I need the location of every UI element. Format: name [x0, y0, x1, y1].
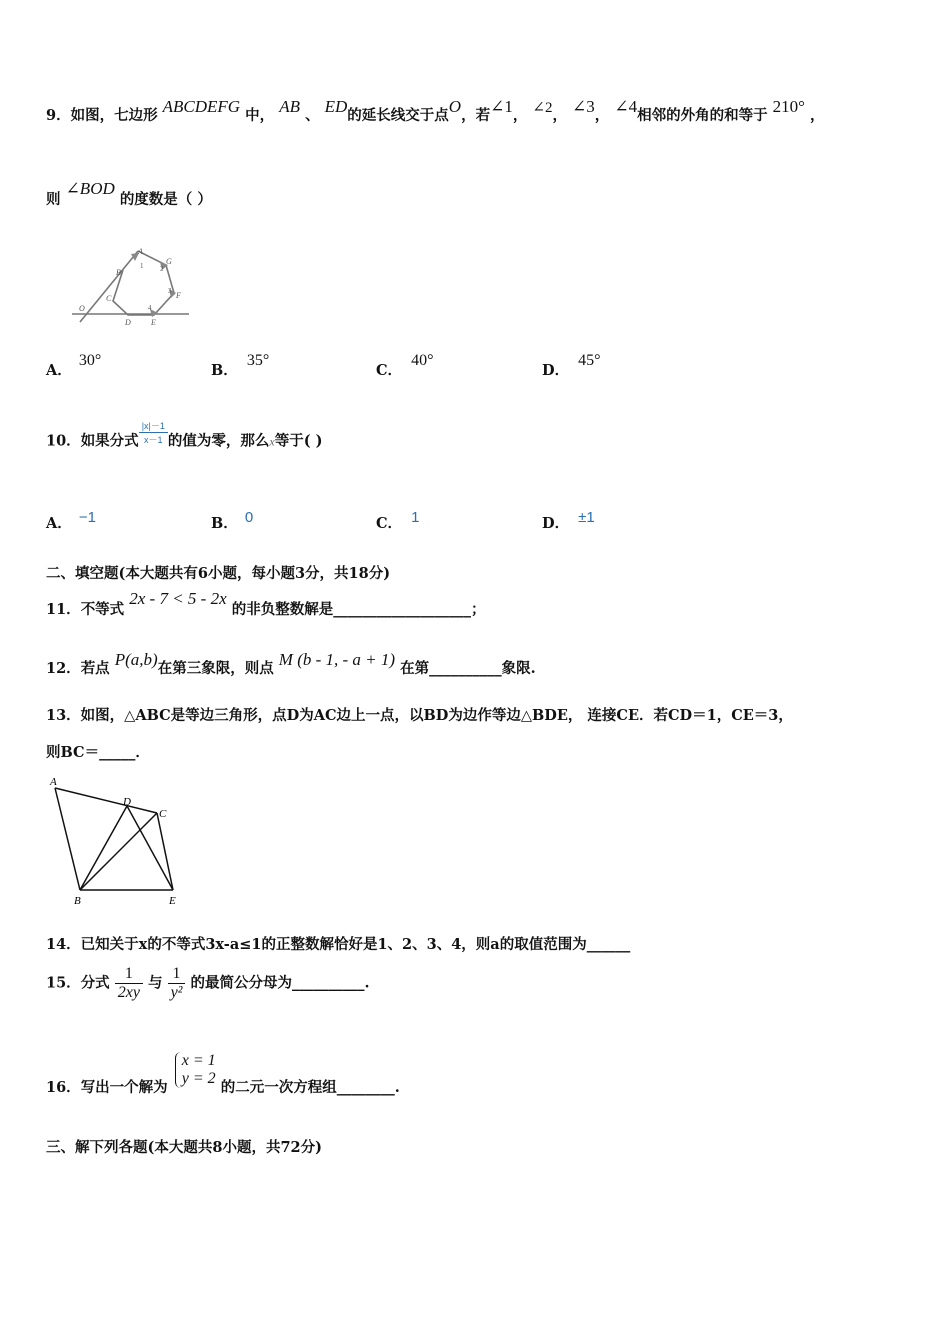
- q9-angle4: ∠4: [614, 97, 638, 116]
- q15-line: [46, 965, 370, 1002]
- fraction-numerator: 1: [115, 965, 143, 984]
- option-letter: A．: [46, 515, 72, 532]
- q13-triangle-figure: [45, 773, 185, 908]
- q9-text: ，: [810, 107, 825, 124]
- section-2-heading: 二、填空题(本大题共有6小题，每小题3分，共18分): [46, 565, 391, 582]
- fraction-numerator: 1: [168, 965, 186, 984]
- option-value: 1: [411, 509, 420, 526]
- fig9-label-4: 4: [148, 304, 152, 312]
- q9-number: 9．: [46, 107, 71, 124]
- q11-text: 不等式: [80, 601, 125, 618]
- q16-equation-system: [175, 1052, 216, 1088]
- q9-option-c[interactable]: [376, 352, 434, 380]
- option-value: 40°: [411, 352, 434, 369]
- q11-text: 的非负整数解是___________________；: [231, 601, 486, 618]
- q9-o: O: [448, 97, 462, 116]
- fig9-label-2: 2: [160, 265, 164, 273]
- option-value: −1: [78, 509, 96, 526]
- q10-fraction: [139, 419, 168, 446]
- q12-text: 在第__________象限.: [400, 660, 536, 677]
- q9-text: 相邻的外角的和等于: [637, 107, 768, 124]
- q12-number: 12．: [46, 660, 81, 677]
- fig9-label-f: F: [176, 291, 181, 300]
- q9-line1: [46, 97, 825, 125]
- option-value: 35°: [246, 352, 270, 369]
- q16-text: 写出一个解为: [80, 1079, 168, 1096]
- q9-text: 如图，七边形: [70, 107, 158, 124]
- option-letter: C．: [376, 362, 403, 379]
- fraction-denominator: 2xy: [117, 984, 140, 1001]
- option-value: ±1: [578, 509, 595, 526]
- q9-text: ，: [552, 107, 567, 124]
- q10-text: 的值为零，那么: [167, 432, 270, 450]
- q9-text: ，: [512, 107, 528, 124]
- q12-point-p: P(a,b): [114, 650, 158, 669]
- fraction-numerator: |x|－1: [139, 419, 168, 433]
- q9-text: 则: [46, 191, 61, 208]
- q9-ab: AB: [279, 97, 300, 116]
- fig9-label-o: O: [79, 304, 85, 313]
- q13-line2: 则BC＝_____．: [46, 744, 150, 761]
- q15-fraction-2: [168, 965, 186, 1002]
- q12-text: 在第三象限，则点: [157, 660, 274, 677]
- fig9-label-c: C: [106, 294, 112, 303]
- q9-text: ，: [594, 107, 610, 124]
- q9-text: 的延长线交于点: [347, 107, 449, 124]
- option-letter: C．: [376, 515, 403, 532]
- q15-fraction-1: [115, 965, 143, 1002]
- q9-angle1: ∠1: [490, 97, 513, 116]
- q9-text: ，若: [461, 107, 491, 124]
- q16-line: [46, 1052, 400, 1096]
- equation-line: x = 1: [181, 1052, 216, 1069]
- option-letter: B．: [211, 362, 238, 379]
- fig13-label-d: D: [123, 796, 131, 808]
- q9-angle2: ∠2: [532, 100, 553, 116]
- q15-text: 分式: [80, 974, 110, 992]
- section-3-heading: 三、解下列各题(本大题共8小题，共72分): [46, 1139, 322, 1156]
- fraction-denominator: y²: [170, 984, 183, 1001]
- q12-line: [46, 650, 536, 678]
- q10-line: [46, 421, 323, 455]
- fig9-label-e: E: [151, 318, 156, 327]
- q11-inequality: 2x - 7 < 5 - 2x: [129, 589, 227, 608]
- fig9-label-g: G: [166, 257, 172, 266]
- option-letter: D．: [542, 515, 570, 532]
- q15-number: 15．: [46, 974, 81, 992]
- q9-polygon: ABCDEFG: [162, 97, 241, 116]
- q9-ed: ED: [324, 97, 348, 116]
- q9-value: 210°: [772, 97, 805, 116]
- q10-option-d[interactable]: [542, 509, 595, 533]
- q10-number: 10．: [46, 432, 81, 450]
- q10-option-a[interactable]: [46, 509, 96, 533]
- q11-line: [46, 589, 486, 619]
- q10-option-b[interactable]: [211, 509, 254, 533]
- q10-x: x: [269, 434, 275, 449]
- fig9-label-a: A: [138, 247, 143, 256]
- fig9-label-3: 3: [168, 287, 172, 295]
- q9-option-b[interactable]: [211, 352, 270, 380]
- q9-angle3: ∠3: [572, 97, 595, 116]
- q16-text: 的二元一次方程组________.: [220, 1079, 400, 1096]
- q9-option-a[interactable]: [46, 352, 102, 380]
- equation-line: y = 2: [181, 1070, 216, 1087]
- q9-option-d[interactable]: [542, 352, 601, 380]
- fig13-label-a: A: [50, 776, 57, 788]
- fig13-label-b: B: [74, 895, 81, 907]
- q9-line2: [46, 179, 212, 209]
- q9-text: 、: [305, 107, 320, 124]
- q14-line: 14．已知关于x的不等式3x-a≤1的正整数解恰好是1、2、3、4，则a的取值范围为______: [46, 936, 631, 953]
- fig9-label-b: B: [116, 268, 121, 277]
- q12-text: 若点: [80, 660, 110, 677]
- q15-text: 与: [148, 974, 163, 992]
- q10-option-c[interactable]: [376, 509, 420, 533]
- fig9-label-d: D: [125, 318, 131, 327]
- option-value: 0: [244, 509, 254, 526]
- fraction-denominator: x－1: [144, 435, 163, 445]
- q9-angle-bod: ∠BOD: [65, 179, 115, 198]
- option-value: 45°: [578, 352, 601, 369]
- fig9-label-1: 1: [140, 262, 144, 270]
- q13-line1: 13．如图，△ABC是等边三角形，点D为AC边上一点，以BD为边作等边△BDE， 连接CE．若CD＝1，CE＝3，: [46, 707, 793, 724]
- q10-text: 等于( ): [274, 432, 323, 450]
- q9-text: 中，: [245, 107, 275, 124]
- option-letter: B．: [211, 515, 238, 532]
- q15-text: 的最简公分母为__________.: [190, 974, 370, 992]
- q9-heptagon-figure: [68, 243, 193, 328]
- q10-text: 如果分式: [80, 432, 139, 450]
- q11-number: 11．: [46, 601, 81, 618]
- option-value: 30°: [78, 352, 102, 369]
- fig13-label-e: E: [169, 895, 176, 907]
- option-letter: A．: [46, 362, 72, 379]
- q9-text: 的度数是（ ）: [119, 191, 212, 208]
- q16-number: 16．: [46, 1079, 81, 1096]
- fig13-label-c: C: [159, 808, 167, 820]
- q12-point-m: M (b - 1, - a + 1): [278, 650, 396, 669]
- option-letter: D．: [542, 362, 570, 379]
